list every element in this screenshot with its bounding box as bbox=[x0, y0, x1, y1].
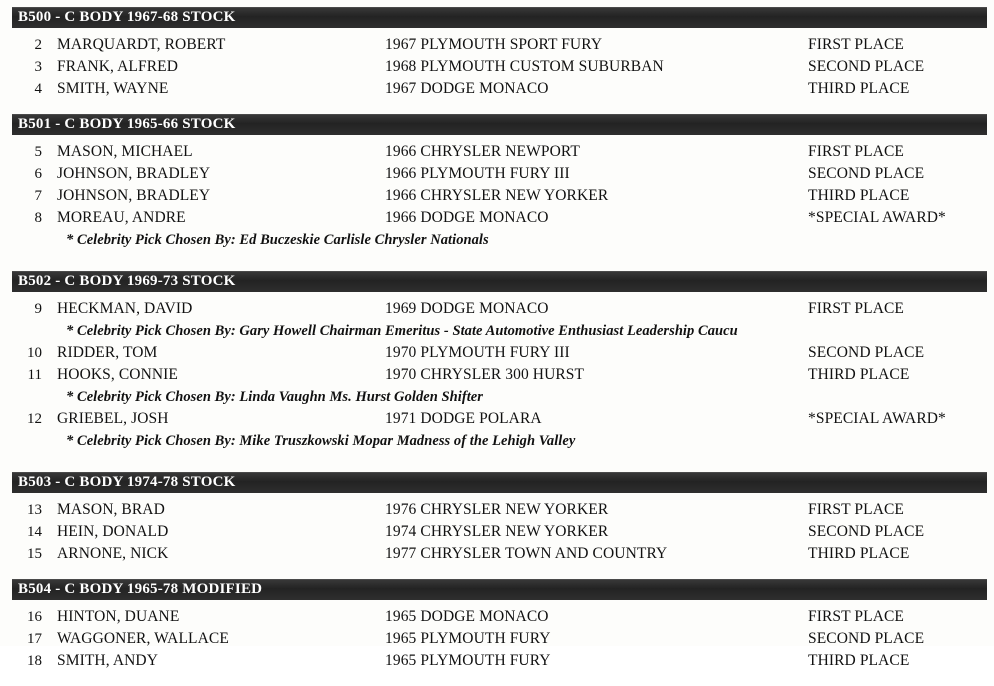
award-placement: SECOND PLACE bbox=[808, 523, 925, 540]
celebrity-pick-text: * Celebrity Pick Chosen By: Mike Truszkowski Mopar Madness of the Lehigh Valley bbox=[66, 433, 576, 449]
class-header-bar bbox=[12, 114, 987, 135]
entry-number: 7 bbox=[34, 188, 42, 204]
result-row bbox=[0, 364, 994, 386]
result-row bbox=[0, 342, 994, 364]
result-row bbox=[0, 78, 994, 100]
award-placement: *SPECIAL AWARD* bbox=[808, 209, 946, 226]
result-row bbox=[0, 163, 994, 185]
entrant-name: JOHNSON, BRADLEY bbox=[57, 165, 211, 182]
entrant-name: HEIN, DONALD bbox=[57, 523, 169, 540]
result-row bbox=[0, 521, 994, 543]
result-row bbox=[0, 606, 994, 628]
result-row bbox=[0, 543, 994, 565]
award-placement: THIRD PLACE bbox=[808, 545, 910, 562]
award-placement: THIRD PLACE bbox=[808, 366, 910, 383]
vehicle-description: 1965 PLYMOUTH FURY bbox=[385, 652, 551, 669]
section-spacer bbox=[0, 565, 994, 579]
entry-number: 16 bbox=[27, 609, 42, 625]
vehicle-description: 1966 DODGE MONACO bbox=[385, 209, 549, 226]
section-spacer bbox=[0, 452, 994, 472]
class-header-bar bbox=[12, 271, 987, 292]
class-section bbox=[0, 271, 994, 472]
award-placement: FIRST PLACE bbox=[808, 36, 904, 53]
section-spacer bbox=[0, 672, 994, 686]
vehicle-description: 1976 CHRYSLER NEW YORKER bbox=[385, 501, 609, 518]
vehicle-description: 1968 PLYMOUTH CUSTOM SUBURBAN bbox=[385, 58, 664, 75]
entrant-name: MASON, BRAD bbox=[57, 501, 165, 518]
class-header-bar bbox=[12, 7, 987, 28]
celebrity-pick-note bbox=[0, 320, 994, 342]
vehicle-description: 1966 CHRYSLER NEWPORT bbox=[385, 143, 580, 160]
result-row bbox=[0, 207, 994, 229]
result-row bbox=[0, 628, 994, 650]
vehicle-description: 1967 DODGE MONACO bbox=[385, 80, 549, 97]
celebrity-pick-note bbox=[0, 386, 994, 408]
class-header-bar bbox=[12, 579, 987, 600]
entry-number: 6 bbox=[34, 166, 42, 182]
entrant-name: GRIEBEL, JOSH bbox=[57, 410, 169, 427]
entrant-name: HINTON, DUANE bbox=[57, 608, 180, 625]
award-placement: SECOND PLACE bbox=[808, 630, 925, 647]
class-header-title: B504 - C BODY 1965-78 MODIFIED bbox=[18, 580, 263, 597]
class-section bbox=[0, 579, 994, 686]
result-row bbox=[0, 34, 994, 56]
entry-number: 3 bbox=[34, 59, 42, 75]
award-placement: FIRST PLACE bbox=[808, 608, 904, 625]
entry-number: 9 bbox=[34, 301, 42, 317]
celebrity-pick-note bbox=[0, 430, 994, 452]
award-placement: FIRST PLACE bbox=[808, 501, 904, 518]
result-row bbox=[0, 408, 994, 430]
vehicle-description: 1970 PLYMOUTH FURY III bbox=[385, 344, 570, 361]
result-row bbox=[0, 298, 994, 320]
entry-number: 5 bbox=[34, 144, 42, 160]
celebrity-pick-text: * Celebrity Pick Chosen By: Linda Vaughn Ms. Hurst Golden Shifter bbox=[66, 389, 483, 405]
entry-number: 2 bbox=[34, 37, 42, 53]
entrant-name: MASON, MICHAEL bbox=[57, 143, 193, 160]
class-header-bar bbox=[12, 472, 987, 493]
vehicle-description: 1974 CHRYSLER NEW YORKER bbox=[385, 523, 609, 540]
entrant-name: HECKMAN, DAVID bbox=[57, 300, 193, 317]
entry-number: 15 bbox=[27, 546, 42, 562]
class-section bbox=[0, 472, 994, 579]
class-header-title: B502 - C BODY 1969-73 STOCK bbox=[18, 272, 236, 289]
celebrity-pick-text: * Celebrity Pick Chosen By: Ed Buczeskie Carlisle Chrysler Nationals bbox=[66, 232, 489, 248]
vehicle-description: 1966 CHRYSLER NEW YORKER bbox=[385, 187, 609, 204]
class-header-title: B501 - C BODY 1965-66 STOCK bbox=[18, 115, 236, 132]
class-header-title: B500 - C BODY 1967-68 STOCK bbox=[18, 8, 236, 25]
entry-number: 10 bbox=[27, 345, 42, 361]
vehicle-description: 1965 DODGE MONACO bbox=[385, 608, 549, 625]
entrant-name: HOOKS, CONNIE bbox=[57, 366, 178, 383]
celebrity-pick-note bbox=[0, 229, 994, 251]
award-placement: SECOND PLACE bbox=[808, 344, 925, 361]
vehicle-description: 1970 CHRYSLER 300 HURST bbox=[385, 366, 585, 383]
entry-number: 18 bbox=[27, 653, 42, 669]
entry-number: 4 bbox=[34, 81, 42, 97]
vehicle-description: 1966 PLYMOUTH FURY III bbox=[385, 165, 570, 182]
award-placement: THIRD PLACE bbox=[808, 80, 910, 97]
entrant-name: MARQUARDT, ROBERT bbox=[57, 36, 226, 53]
results-list bbox=[0, 7, 994, 686]
result-row bbox=[0, 141, 994, 163]
page-top-spacer bbox=[0, 0, 994, 7]
section-spacer bbox=[0, 251, 994, 271]
award-placement: SECOND PLACE bbox=[808, 165, 925, 182]
result-row bbox=[0, 650, 994, 672]
vehicle-description: 1977 CHRYSLER TOWN AND COUNTRY bbox=[385, 545, 668, 562]
entry-number: 13 bbox=[27, 502, 42, 518]
award-placement: FIRST PLACE bbox=[808, 300, 904, 317]
entrant-name: ARNONE, NICK bbox=[57, 545, 169, 562]
award-placement: FIRST PLACE bbox=[808, 143, 904, 160]
entrant-name: JOHNSON, BRADLEY bbox=[57, 187, 211, 204]
class-header-title: B503 - C BODY 1974-78 STOCK bbox=[18, 473, 236, 490]
result-row bbox=[0, 56, 994, 78]
entrant-name: RIDDER, TOM bbox=[57, 344, 158, 361]
entrant-name: SMITH, WAYNE bbox=[57, 80, 169, 97]
result-row bbox=[0, 499, 994, 521]
entry-number: 12 bbox=[27, 411, 42, 427]
entrant-name: MOREAU, ANDRE bbox=[57, 209, 186, 226]
entrant-name: WAGGONER, WALLACE bbox=[57, 630, 229, 647]
class-section bbox=[0, 114, 994, 271]
award-placement: THIRD PLACE bbox=[808, 652, 910, 669]
vehicle-description: 1965 PLYMOUTH FURY bbox=[385, 630, 551, 647]
award-placement: THIRD PLACE bbox=[808, 187, 910, 204]
class-section bbox=[0, 7, 994, 114]
entry-number: 8 bbox=[34, 210, 42, 226]
vehicle-description: 1967 PLYMOUTH SPORT FURY bbox=[385, 36, 603, 53]
entry-number: 14 bbox=[27, 524, 42, 540]
entry-number: 17 bbox=[27, 631, 42, 647]
vehicle-description: 1969 DODGE MONACO bbox=[385, 300, 549, 317]
celebrity-pick-text: * Celebrity Pick Chosen By: Gary Howell Chairman Emeritus - State Automotive Enthusiast Leadership Caucu bbox=[66, 323, 738, 339]
entry-number: 11 bbox=[27, 367, 42, 383]
award-placement: SECOND PLACE bbox=[808, 58, 925, 75]
entrant-name: FRANK, ALFRED bbox=[57, 58, 179, 75]
entrant-name: SMITH, ANDY bbox=[57, 652, 158, 669]
award-placement: *SPECIAL AWARD* bbox=[808, 410, 946, 427]
vehicle-description: 1971 DODGE POLARA bbox=[385, 410, 542, 427]
section-spacer bbox=[0, 100, 994, 114]
result-row bbox=[0, 185, 994, 207]
